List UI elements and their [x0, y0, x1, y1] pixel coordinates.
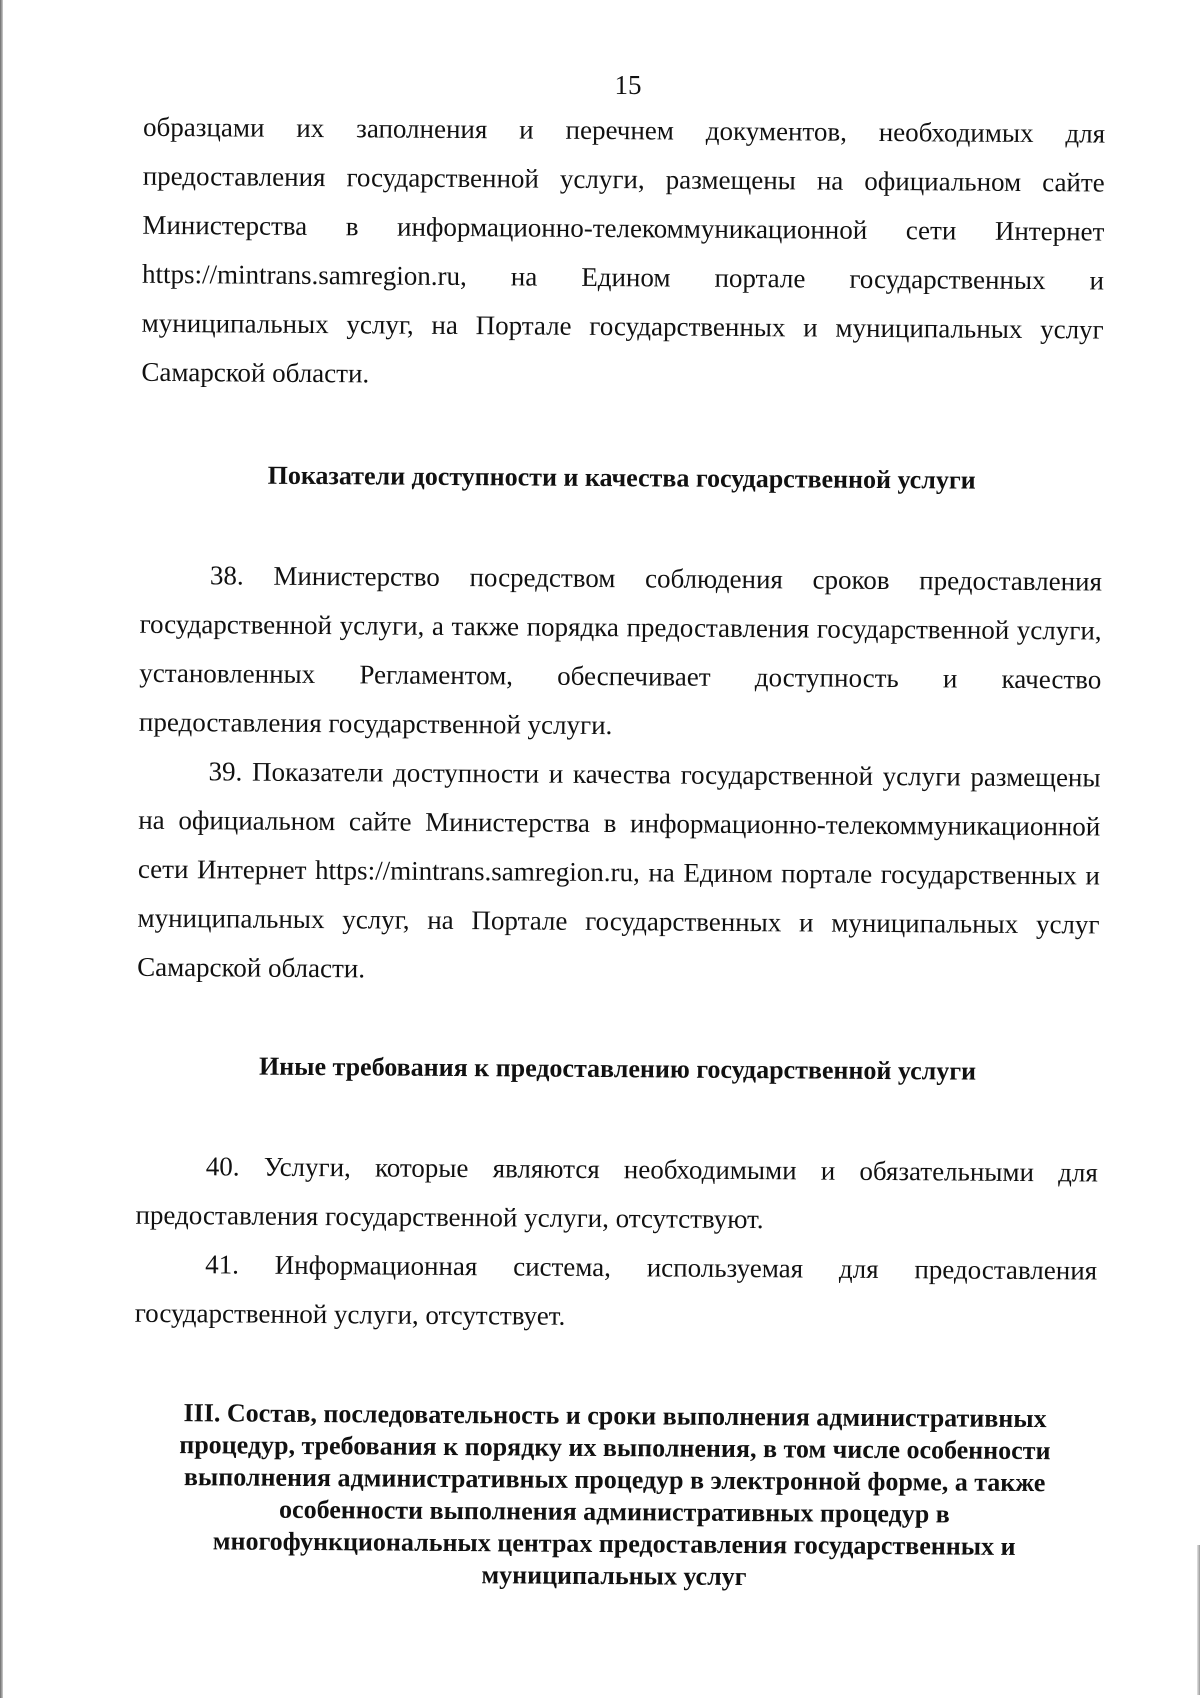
page-number: 15 [614, 70, 642, 100]
section-heading-iii-line: процедур, требования к порядку их выполнения, в том числе особенности [179, 1430, 1051, 1466]
section-heading-other-requirements: Иные требования к предоставлению государственной услуги [258, 1051, 977, 1086]
paragraph-40: 40. Услуги, которые являются необходимыми и обязательными для предоставления государственной услуги, отсутствуют. [135, 1151, 1098, 1235]
section-heading-iii-line: выполнения административных процедур в электронной форме, а также [183, 1462, 1046, 1498]
intro-paragraph: образцами их заполнения и перечнем документов, необходимых для предоставления государственной услуги, размещены на официальном сайте Министерства в информационно-телекоммуникационной сети Интернет https://mintrans.samregion.ru, на Едином портале государственных и муниципальных услуг, на Портале государственных и муниципальных услуг Самарской области. [141, 111, 1106, 389]
section-heading-iii-line: муниципальных услуг [481, 1560, 747, 1592]
section-heading-availability: Показатели доступности и качества государственной услуги [267, 460, 976, 495]
paragraph-38: 38. Министерство посредством соблюдения сроков предоставления государственной услуги, а также порядка предоставления государственной услуги, установленных Регламентом, обеспечивает доступность и качество предоставления государственной услуги. [138, 560, 1103, 741]
section-heading-iii-line: особенности выполнения административных процедур в [279, 1494, 950, 1529]
section-heading-iii-line: многофункциональных центрах предоставления государственных и [212, 1526, 1016, 1561]
scan-left-edge [0, 0, 3, 1698]
section-heading-iii-line: III. Состав, последовательность и сроки выполнения административных [183, 1398, 1047, 1434]
paragraph-39: 39. Показатели доступности и качества государственной услуги размещены на официальном сайте Министерства в информационно-телекоммуникационной сети Интернет https://mintrans.samregion.ru, на Едином портале государственных и муниципальных услуг, на Портале государственных и муниципальных услуг Самарской области. [137, 756, 1101, 984]
section-heading-iii [123, 1397, 1106, 1596]
paragraph-41: 41. Информационная система, используемая для предоставления государственной услуги, отсутствует. [134, 1249, 1098, 1331]
